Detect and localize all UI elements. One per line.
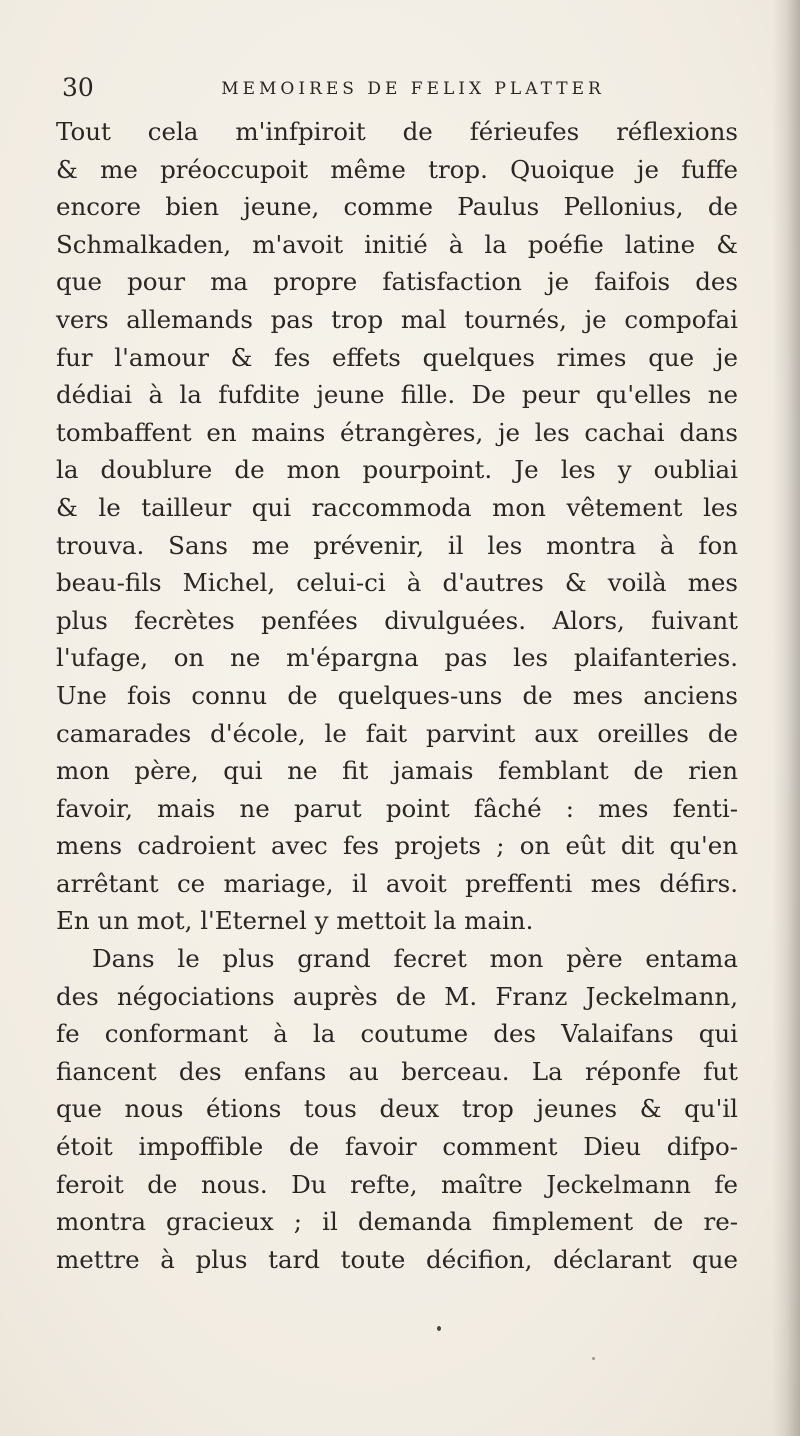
text-line: montra gracieux ; il demanda fimplement de re- bbox=[56, 1207, 738, 1237]
text-line: trouva. Sans me prévenir, il les montra à fon bbox=[56, 530, 738, 560]
text-line: arrêtant ce mariage, il avoit preffenti mes défirs. bbox=[56, 868, 738, 898]
text-line: étoit impoffible de favoir comment Dieu difpo- bbox=[56, 1132, 738, 1162]
page-header bbox=[62, 72, 702, 108]
text-line: Une fois connu de quelques-uns de mes anciens bbox=[56, 680, 738, 710]
text-line: mon père, qui ne fit jamais femblant de rien bbox=[56, 756, 738, 786]
text-line: que pour ma propre fatisfaction je faifois des bbox=[56, 267, 738, 297]
text-line: la doublure de mon pourpoint. Je les y oubliai bbox=[56, 455, 738, 485]
text-line: fur l'amour & fes effets quelques rimes que je bbox=[56, 342, 738, 372]
text-line: des négociations auprès de M. Franz Jeckelmann, bbox=[56, 981, 738, 1011]
text-line: que nous étions tous deux trop jeunes & qu'il bbox=[56, 1094, 738, 1124]
text-line: Dans le plus grand fecret mon père entama bbox=[92, 944, 738, 974]
text-line: mettre à plus tard toute décifion, déclarant que bbox=[56, 1244, 738, 1274]
text-line: & me préoccupoit même trop. Quoique je fuffe bbox=[56, 154, 738, 184]
text-line: encore bien jeune, comme Paulus Pellonius, de bbox=[56, 192, 738, 222]
page-edge-shadow bbox=[772, 0, 800, 1436]
text-line: l'ufage, on ne m'épargna pas les plaifanteries. bbox=[56, 643, 738, 673]
running-head: MEMOIRES DE FELIX PLATTER bbox=[221, 79, 605, 99]
text-line: mens cadroient avec fes projets ; on eût dit qu'en bbox=[56, 831, 738, 861]
ink-speck bbox=[437, 1326, 441, 1331]
text-line: fe conformant à la coutume des Valaifans qui bbox=[56, 1019, 738, 1049]
body-text bbox=[56, 113, 738, 1278]
text-line: plus fecrètes penfées divulguées. Alors, fuivant bbox=[56, 605, 738, 635]
text-line: vers allemands pas trop mal tournés, je compofai bbox=[56, 304, 738, 334]
page-number: 30 bbox=[62, 73, 94, 102]
text-line: dédiai à la fufdite jeune fille. De peur qu'elles ne bbox=[56, 380, 738, 410]
text-line: fiancent des enfans au berceau. La réponfe fut bbox=[56, 1056, 738, 1086]
text-line: & le tailleur qui raccommoda mon vêtement les bbox=[56, 492, 738, 522]
text-line: Schmalkaden, m'avoit initié à la poéfie latine & bbox=[56, 229, 738, 259]
text-line: Tout cela m'infpiroit de férieufes réflexions bbox=[56, 117, 738, 146]
text-line: camarades d'école, le fait parvint aux oreilles de bbox=[56, 718, 738, 748]
text-line: favoir, mais ne parut point fâché : mes fenti- bbox=[56, 793, 738, 823]
ink-speck bbox=[592, 1357, 595, 1360]
text-line: beau-fils Michel, celui-ci à d'autres & voilà mes bbox=[56, 568, 738, 598]
text-line: En un mot, l'Eternel y mettoit la main. bbox=[56, 906, 534, 936]
text-line: feroit de nous. Du refte, maître Jeckelmann fe bbox=[56, 1169, 738, 1199]
text-line: tombaffent en mains étrangères, je les cachai dans bbox=[56, 417, 738, 447]
